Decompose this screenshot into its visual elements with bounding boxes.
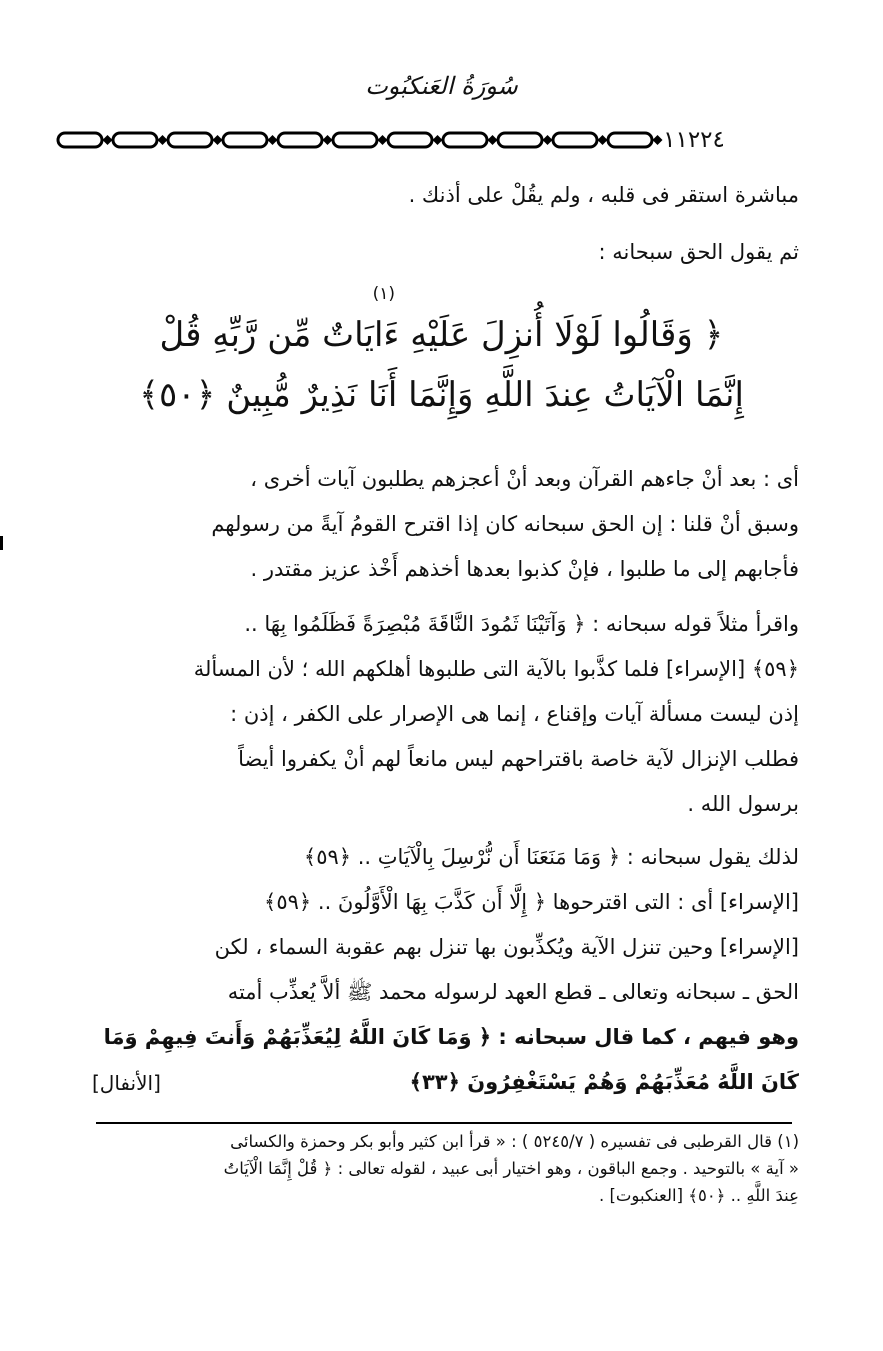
- chain-diamond-icon: [598, 135, 608, 145]
- paragraph-3: [84, 835, 799, 1105]
- paragraph-1: [84, 457, 799, 592]
- paragraph-line: فأجابهم إلى ما طلبوا ، فإنْ كذبوا بعدها أخذهم أَخْذ عزيز مقتدر .: [250, 557, 799, 581]
- footnote-line: « آية » بالتوحيد . وجمع الباقون ، وهو اختيار أبى عبيد ، لقوله تعالى : ﴿ قُلْ إِنَّمَا الْآيَاتُ: [223, 1159, 799, 1178]
- chain-diamond-icon: [323, 135, 333, 145]
- paragraph-line: أى : بعد أنْ جاءهم القرآن وبعد أنْ أعجزهم يطلبون آيات أخرى ،: [250, 467, 799, 491]
- paragraph-line: لذلك يقول سبحانه : ﴿ وَمَا مَنَعَنَا أَن نُّرْسِلَ بِالْآيَاتِ .. ﴿٥٩﴾: [303, 845, 799, 869]
- paragraph-line: الحق ـ سبحانه وتعالى ـ قطع العهد لرسوله محمد ﷺ ألاَّ يُعذِّب أمته: [227, 980, 799, 1004]
- chain-link-icon: [498, 133, 542, 147]
- paragraph-line: [الإسراء] وحين تنزل الآية ويُكذِّبون بها تنزل بهم عقوبة السماء ، لكن: [214, 935, 799, 959]
- intro-line-2: ثم يقول الحق سبحانه :: [598, 240, 799, 264]
- chain-ornament-icon: [52, 122, 702, 158]
- chain-link-icon: [278, 133, 322, 147]
- chain-link-icon: [223, 133, 267, 147]
- footnote-divider: [96, 1122, 792, 1124]
- header-ornament-row: [52, 122, 792, 158]
- scan-mark: [0, 536, 3, 550]
- paragraph-line: ﴿٥٩﴾ [الإسراء] فلما كذَّبوا بالآية التى طلبوها أهلكهم الله ؛ لأن المسألة: [193, 657, 799, 681]
- surah-reference: [الأنفال]: [92, 1071, 161, 1095]
- footnote-line: عِندَ اللَّهِ .. ﴿٥٠﴾ [العنكبوت] .: [598, 1186, 799, 1205]
- paragraph-line: فطلب الإنزال لآية خاصة باقتراحهم ليس مانعاً لهم أنْ يكفروا أيضاً: [238, 747, 799, 771]
- chain-link-icon: [388, 133, 432, 147]
- paragraph-line: كَانَ اللَّهُ مُعَذِّبَهُمْ وَهُمْ يَسْتَغْفِرُونَ ﴿٣٣﴾: [409, 1070, 799, 1094]
- intro-line-1: مباشرة استقر فى قلبه ، ولم يقُلْ على أذنك .: [408, 183, 799, 207]
- paragraph-line: برسول الله .: [687, 792, 799, 816]
- chain-diamond-icon: [433, 135, 443, 145]
- chain-link-icon: [168, 133, 212, 147]
- chain-diamond-icon: [103, 135, 113, 145]
- chain-link-icon: [333, 133, 377, 147]
- chain-diamond-icon: [488, 135, 498, 145]
- chain-link-icon: [608, 133, 652, 147]
- paragraph-line: واقرأ مثلاً قوله سبحانه : ﴿ وَآتَيْنَا ثَمُودَ النَّاقَةَ مُبْصِرَةً فَظَلَمُوا بِهَا ..: [244, 612, 799, 636]
- chain-diamond-icon: [543, 135, 553, 145]
- paragraph-line: [الإسراء] أى : التى اقترحوها ﴿ إِلَّا أَن كَذَّبَ بِهَا الْأَوَّلُونَ .. ﴿٥٩﴾: [264, 890, 799, 914]
- footnote: [84, 1128, 799, 1209]
- footnote-line: (١) قال القرطبى فى تفسيره ( ٥٢٤٥/٧ ) : « قرأ ابن كثير وأبو بكر وحمزة والكسائى: [230, 1132, 799, 1151]
- chain-diamond-icon: [213, 135, 223, 145]
- paragraph-line: وسبق أنْ قلنا : إن الحق سبحانه كان إذا اقترح القومُ آيةً من رسولهم: [211, 512, 799, 536]
- paragraph-2: [84, 602, 799, 827]
- paragraph-line: وهو فيهم ، كما قال سبحانه : ﴿ وَمَا كَانَ اللَّهُ لِيُعَذِّبَهُمْ وَأَنتَ فِيهِمْ وَمَا: [103, 1025, 799, 1049]
- page-number: ١١٢٢٤: [663, 127, 725, 153]
- chain-link-icon: [443, 133, 487, 147]
- chain-diamond-icon: [378, 135, 388, 145]
- surah-title: سُورَةُ العَنكبُوت: [365, 72, 518, 100]
- quran-verse-line-2: إِنَّمَا الْآيَاتُ عِندَ اللَّهِ وَإِنَّمَا أَنَا نَذِيرٌ مُّبِينٌ ﴿٥٠﴾: [139, 375, 744, 415]
- chain-link-icon: [58, 133, 102, 147]
- chain-link-icon: [553, 133, 597, 147]
- quran-verse-line-1: ﴿ وَقَالُوا لَوْلَا أُنزِلَ عَلَيْهِ ءَايَاتٌ مِّن رَّبِّهِ قُلْ: [159, 315, 724, 355]
- chain-diamond-icon: [158, 135, 168, 145]
- chain-diamond-icon: [268, 135, 278, 145]
- paragraph-line: إذن ليست مسألة آيات وإقناع ، إنما هى الإصرار على الكفر ، إذن :: [230, 702, 799, 726]
- chain-link-icon: [113, 133, 157, 147]
- footnote-marker: (١): [372, 284, 395, 304]
